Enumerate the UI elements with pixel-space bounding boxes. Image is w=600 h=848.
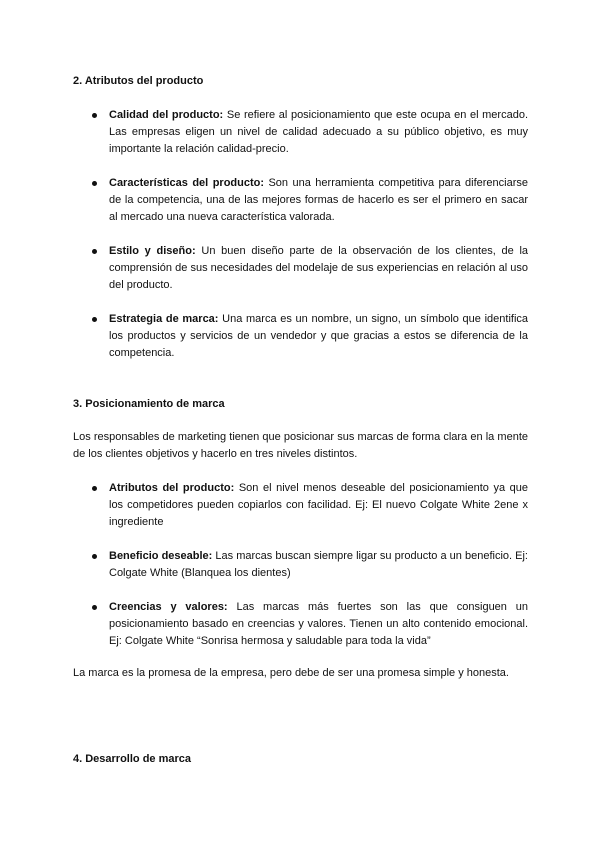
item-text: Las marcas buscan siempre ligar su producto a un beneficio. Ej: Colgate White (Blanquea los dientes) [109,550,528,579]
section-3-heading: 3. Posicionamiento de marca [73,398,225,410]
bullet-icon [92,181,97,186]
item-term: Creencias y valores: [109,601,228,613]
list-item-estrategia [92,311,528,362]
item-term: Estilo y diseño: [109,245,196,257]
list-item-estilo [92,243,528,294]
item-term: Estrategia de marca: [109,313,219,325]
section-4-heading: 4. Desarrollo de marca [73,753,192,765]
bullet-icon [92,486,97,491]
item-term: Atributos del producto: [109,482,235,494]
list-item-calidad [92,107,528,158]
item-text: Las marcas más fuertes son las que consiguen un posicionamiento basado en creencias y valores. Tienen un alto contenido emocional. Ej: Colgate White “Sonrisa hermosa y saludable para toda la vida” [109,601,529,647]
section-3-closing: La marca es la promesa de la empresa, pero debe de ser una promesa simple y honesta. [73,667,509,679]
item-text: Son el nivel menos deseable del posicionamiento ya que los competidores pueden copiarlos con facilidad. Ej: El nuevo Colgate White 2ene x ingrediente [109,482,528,528]
section-2-list [92,107,528,362]
list-item-atributos [92,480,528,531]
list-item-beneficio [92,548,528,582]
bullet-icon [92,317,97,322]
item-term: Calidad del producto: [109,109,224,121]
section-3-list [92,480,528,650]
section-2-heading: 2. Atributos del producto [73,75,204,87]
list-item-creencias [92,599,528,650]
bullet-icon [92,113,97,118]
item-text: Una marca es un nombre, un signo, un símbolo que identifica los productos y servicios de un vendedor y que gracias a estos se diferencia de la competencia. [109,313,529,359]
bullet-icon [92,554,97,559]
section-3-intro: Los responsables de marketing tienen que posicionar sus marcas de forma clara en la mente de los clientes objetivos y hacerlo en tres niveles distintos. [73,431,528,460]
item-text: Son una herramienta competitiva para diferenciarse de la competencia, una de las mejores formas de hacerlo es ser el primero en sacar al mercado una nueva característica valorada. [109,177,528,223]
bullet-icon [92,605,97,610]
bullet-icon [92,249,97,254]
item-text: Se refiere al posicionamiento que este ocupa en el mercado. Las empresas eligen un nivel de calidad adecuado a su público objetivo, es muy importante la relación calidad-precio. [109,109,529,155]
item-term: Beneficio deseable: [109,550,213,562]
item-term: Características del producto: [109,177,265,189]
list-item-caracteristicas [92,175,528,226]
item-text: Un buen diseño parte de la observación de los clientes, de la comprensión de sus necesidades del modelaje de sus experiencias en relación al uso del producto. [109,245,529,291]
